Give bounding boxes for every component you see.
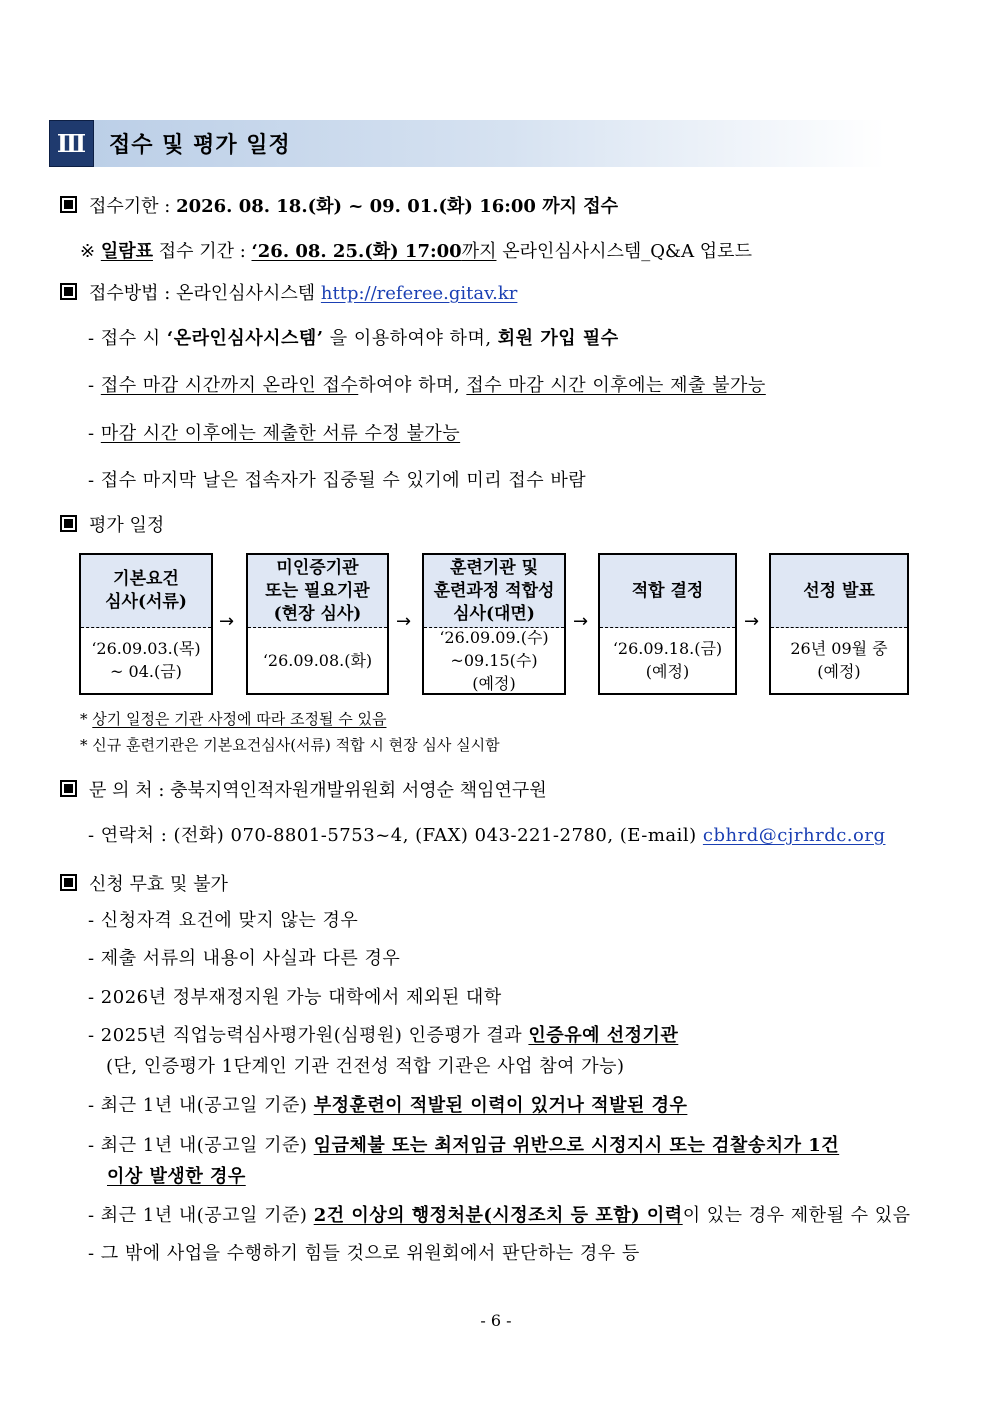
- invalid-item-text: (단, 인증평가 1단계인 기관 건전성 적합 기관은 사업 참여 가능): [106, 1056, 625, 1077]
- invalid-item-bold: 이상 발생한 경우: [107, 1166, 246, 1187]
- invalid-item-text: - 2025년 직업능력심사평가원(심평원) 인증평가 결과: [88, 1025, 529, 1046]
- section-number: Ⅲ: [49, 120, 94, 167]
- qa-note-date-suffix: 까지: [461, 241, 497, 262]
- contact-label: 문 의 처 : 충북지역인적자원개발위원회 서영순 책임연구원: [89, 780, 547, 801]
- schedule-step-title: 적합 결정: [600, 555, 735, 628]
- asterisk-mark: *: [80, 736, 93, 754]
- square-bullet-icon: [60, 780, 77, 797]
- deadline-label: 접수기한 :: [89, 196, 177, 217]
- invalid-item-bold: 인증유예 선정기관: [528, 1025, 679, 1046]
- arrow-right-icon: →: [744, 611, 760, 632]
- deadline-value: 2026. 08. 18.(화) ~ 09. 01.(화) 16:00 까지 접수: [176, 196, 619, 217]
- qa-note-bold: 일람표: [100, 241, 153, 262]
- schedule-step-title: 미인증기관 또는 필요기관 (현장 심사): [248, 555, 387, 628]
- schedule-note-text: 상기 일정은 기관 사정에 따라 조정될 수 있음: [92, 710, 387, 728]
- invalid-item: [88, 906, 358, 932]
- contact-line: [88, 821, 885, 847]
- square-bullet-icon: [60, 283, 77, 300]
- schedule-label: 평가 일정: [89, 515, 165, 536]
- arrow-right-icon: →: [396, 611, 412, 632]
- schedule-step-date: ‘26.09.09.(수) ~09.15(수) (예정): [439, 627, 549, 693]
- referee-link[interactable]: http://referee.gitav.kr: [320, 283, 518, 304]
- qa-note: [80, 237, 752, 263]
- method-item-text: 하여야 하며,: [358, 375, 467, 396]
- invalid-item-text: - 최근 1년 내(공고일 기준): [88, 1135, 314, 1156]
- contact-row: [60, 776, 547, 802]
- deadline-row: [60, 192, 618, 218]
- invalid-item: [88, 944, 400, 970]
- schedule-note: [80, 734, 500, 755]
- method-item-text: - 접수 마지막 날은 접속자가 집중될 수 있기에 미리 접수 바람: [88, 470, 587, 491]
- email-link[interactable]: cbhrd@cjrhrdc.org: [702, 825, 886, 846]
- page-number: - 6 -: [480, 1311, 512, 1330]
- arrow-right-icon: →: [573, 611, 589, 632]
- invalid-item: [88, 1131, 839, 1157]
- method-item-bold: ‘온라인심사시스템’: [166, 328, 324, 349]
- method-item-text: -: [88, 423, 101, 444]
- square-bullet-icon: [60, 874, 77, 891]
- schedule-note: [80, 708, 386, 729]
- contact-line-text: - 연락처 : (전화) 070-8801-5753~4, (FAX) 043-221-2780, (E-mail): [88, 825, 703, 846]
- schedule-row: [60, 511, 164, 537]
- schedule-step-title: 훈련기관 및 훈련과정 적합성 심사(대면): [424, 555, 564, 628]
- method-item-underlined: 접수 마감 시간까지 온라인 접수: [100, 375, 359, 396]
- arrow-right-icon: →: [219, 611, 235, 632]
- reference-mark: ※: [80, 241, 101, 262]
- schedule-step-date: 26년 09월 중 (예정): [790, 639, 888, 681]
- method-item: [88, 466, 586, 492]
- schedule-step-title: 선정 발표: [771, 555, 907, 628]
- method-item-underlined: 접수 마감 시간 이후에는 제출 불가능: [466, 375, 766, 396]
- invalid-item-bold: 임금체불 또는 최저임금 위반으로 시정지시 또는 검찰송치가 1건: [313, 1135, 840, 1156]
- method-row: [60, 279, 517, 305]
- schedule-step-date: ‘26.09.18.(금) (예정): [612, 639, 723, 681]
- schedule-step: [79, 553, 213, 695]
- section-header: [49, 120, 885, 167]
- square-bullet-icon: [60, 196, 77, 213]
- schedule-step-title: 기본요건 심사(서류): [81, 555, 211, 628]
- invalid-item-continuation: [106, 1052, 625, 1078]
- invalid-item: [88, 1201, 911, 1227]
- schedule-step-date: ‘26.09.03.(목) ~ 04.(금): [91, 639, 201, 681]
- square-bullet-icon: [60, 515, 77, 532]
- invalid-item-text: - 그 밖에 사업을 수행하기 힘들 것으로 위원회에서 판단하는 경우 등: [88, 1243, 640, 1264]
- schedule-step: [246, 553, 389, 695]
- method-item-text: 을 이용하여야 하며,: [323, 328, 498, 349]
- invalid-item-text: - 최근 1년 내(공고일 기준): [88, 1095, 314, 1116]
- invalid-label: 신청 무효 및 불가: [89, 874, 228, 895]
- invalid-item: [88, 1239, 640, 1265]
- invalid-item-text: - 2026년 정부재정지원 가능 대학에서 제외된 대학: [88, 987, 502, 1008]
- method-item-text: - 접수 시: [88, 328, 167, 349]
- invalid-item: [88, 1021, 678, 1047]
- invalid-item-text: - 최근 1년 내(공고일 기준): [88, 1205, 314, 1226]
- invalid-item-bold: 부정훈련이 적발된 이력이 있거나 적발된 경우: [313, 1095, 688, 1116]
- method-item-text: -: [88, 375, 101, 396]
- qa-note-date: ‘26. 08. 25.(화) 17:00: [251, 241, 462, 262]
- qa-note-mid: 접수 기간 :: [152, 241, 252, 262]
- section-title: 접수 및 평가 일정: [109, 133, 291, 158]
- schedule-step-date: ‘26.09.08.(화): [262, 650, 373, 670]
- method-item: [88, 371, 766, 397]
- invalid-item-continuation: [107, 1162, 246, 1188]
- method-label: 접수방법 : 온라인심사시스템: [89, 283, 321, 304]
- qa-note-tail: 온라인심사시스템_Q&A 업로드: [496, 241, 752, 262]
- method-item-underlined: 마감 시간 이후에는 제출한 서류 수정 불가능: [100, 423, 461, 444]
- invalid-item: [88, 1091, 687, 1117]
- schedule-step: [422, 553, 566, 695]
- method-item: [88, 419, 460, 445]
- invalid-row: [60, 870, 228, 896]
- schedule-step: [598, 553, 737, 695]
- schedule-note-text: 신규 훈련기관은 기본요건심사(서류) 적합 시 현장 심사 실시함: [92, 736, 500, 754]
- invalid-item: [88, 983, 502, 1009]
- invalid-item-text: - 신청자격 요건에 맞지 않는 경우: [88, 910, 359, 931]
- method-item: [88, 324, 619, 350]
- schedule-step: [769, 553, 909, 695]
- invalid-item-text: 이 있는 경우 제한될 수 있음: [682, 1205, 911, 1226]
- invalid-item-bold: 2건 이상의 행정처분(시정조치 등 포함) 이력: [313, 1205, 683, 1226]
- asterisk-mark: *: [80, 710, 93, 728]
- invalid-item-text: - 제출 서류의 내용이 사실과 다른 경우: [88, 948, 401, 969]
- method-item-bold: 회원 가입 필수: [497, 328, 619, 349]
